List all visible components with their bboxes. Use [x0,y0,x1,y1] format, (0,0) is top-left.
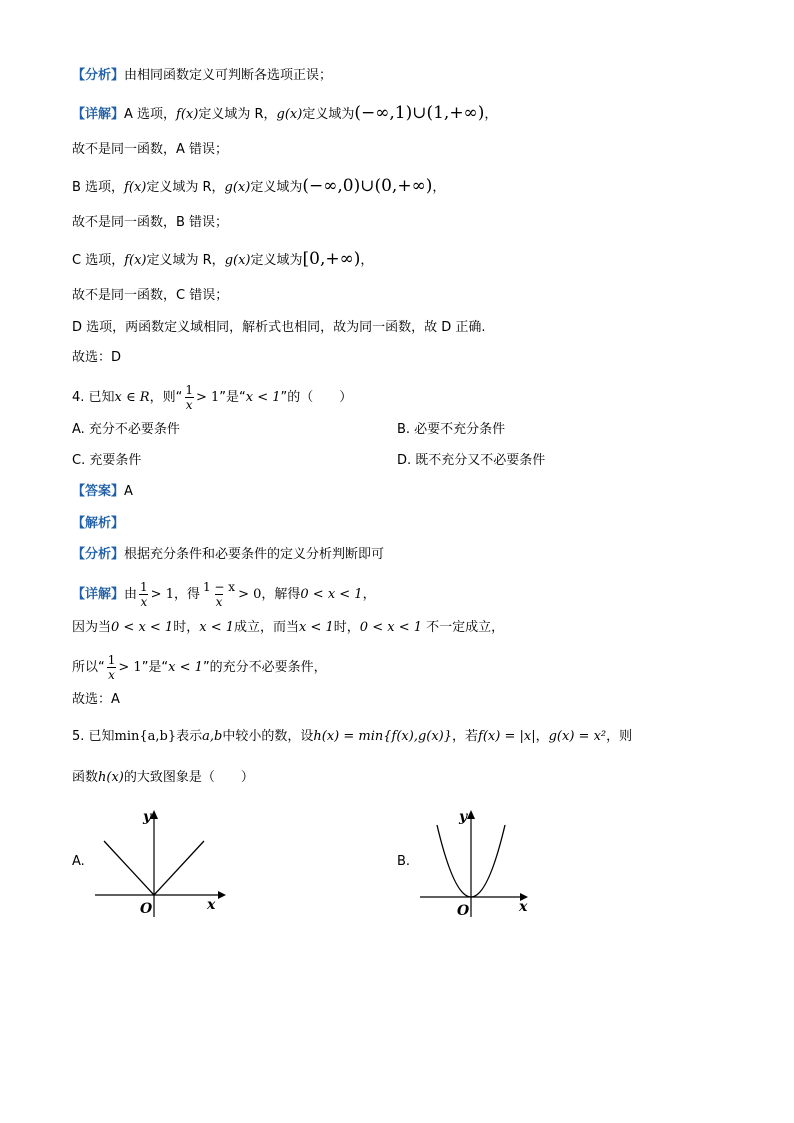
q5-stem-mid3: ，若 [452,729,479,744]
q3-detail-a-line [72,103,497,125]
reason-when2: 时， [333,620,360,635]
a-end-punct: ， [484,107,498,122]
greater-than-one: > 1 [195,390,220,405]
fraction-one-over-x [184,383,194,412]
q5-option-b-label: B. [397,854,411,869]
answer-tag: 【答案】 [72,484,125,499]
q5-option-a-graph [90,805,230,920]
q3-analysis-line [72,66,332,86]
fraction-denominator: x [215,595,223,609]
greater-than-zero: > 0 [238,587,262,602]
fraction-denominator: x [108,668,115,682]
fraction-numerator: 1 − x [202,580,236,594]
analysis-tag: 【分析】 [72,68,125,83]
analysis-tag: 【分析】 [72,547,125,562]
f-of-x: f(x) [124,253,147,268]
a-b-vars: a,b [202,729,223,744]
q4-jiexi-line [72,514,124,534]
greater-than-one: > 1 [150,587,174,602]
origin-label: O [140,901,153,917]
f-of-x: f(x) [124,180,147,195]
jiexi-tag: 【解析】 [72,516,125,531]
q5-stem-mid1: 表示 [176,729,203,744]
conclusion-x-lt-1: x < 1 [168,660,203,675]
domain-r-text: 定义域为 R， [198,107,277,122]
q4-detail-mid2: ，解得 [261,587,301,602]
a-domain-interval: (−∞,1)∪(1,+∞) [354,103,485,123]
conclusion-prefix: 所以“ [72,660,105,675]
q4-stem-mid1: ，则“ [149,390,183,405]
q4-choice: 故选：A [72,692,120,707]
q3-choice: 故选：D [72,350,122,365]
greater-than-one: > 1 [118,660,142,675]
q4-option-c: C. 充要条件 [72,453,142,468]
q5-comma: ， [535,729,549,744]
q5-stem-line2 [72,768,254,788]
q4-option-d: D. 既不充分又不必要条件 [397,453,546,468]
fraction-numerator: 1 [107,653,116,667]
q4-conclusion-line [72,653,327,682]
graph-right-branch [154,841,204,895]
graph-left-branch [104,841,154,895]
q4-detail-end: ， [362,587,376,602]
reason-holds: 成立，而当 [234,620,300,635]
q5-stem-end: ，则 [606,729,633,744]
y-axis-label: y [459,809,468,825]
q3-option-a-prefix: A 选项， [124,107,177,122]
h-of-x: h(x) [98,770,124,785]
q3-option-c-prefix: C 选项， [72,253,125,268]
b-end-punct: ， [432,180,446,195]
fraction-denominator: x [140,595,148,609]
x-in-r: x ∈ R [114,390,150,405]
q4-stem-prefix: 4. 已知 [72,390,115,405]
q4-detail-line [72,580,376,609]
reason-end: 不一定成立， [422,620,505,635]
q4-answer-line [72,482,133,502]
q4-option-b: B. 必要不充分条件 [397,422,506,437]
reason-interval-b: 0 < x < 1 [359,620,422,635]
q5-stem-mid2: 中较小的数，设 [222,729,314,744]
q4-analysis-text: 根据充分条件和必要条件的定义分析判断即可 [124,547,385,562]
detail-tag: 【详解】 [72,587,125,602]
q5-line2-prefix: 函数 [72,770,99,785]
reason-prefix: 因为当 [72,620,112,635]
b-domain-interval: (−∞,0)∪(0,+∞) [302,176,433,196]
g-of-x: g(x) [224,180,251,195]
q3-b-conclusion: 故不是同一函数，B 错误； [72,215,229,230]
q4-reason-line [72,618,504,638]
q5-option-b-graph [415,805,540,920]
q4-option-a: A. 充分不必要条件 [72,422,180,437]
detail-tag: 【详解】 [72,107,125,122]
conclusion-end: ”的充分不必要条件， [202,660,327,675]
solution-interval: 0 < x < 1 [300,587,363,602]
q5-line2-end: 的大致图象是（ ） [123,770,254,785]
q4-detail-prefix: 由 [124,587,138,602]
x-axis-label: x [519,899,528,915]
y-axis-label: y [143,809,152,825]
q3-a-conclusion: 故不是同一函数，A 错误； [72,142,229,157]
fraction-one-over-x [139,580,149,609]
q3-analysis-text: 由相同函数定义可判断各选项正误； [124,68,333,83]
q5-stem [72,727,632,747]
x-less-than-one: x < 1 [245,390,281,405]
min-ab: min{a,b} [114,729,177,744]
q4-stem [72,383,352,412]
fraction-one-over-x [107,653,117,682]
c-domain-interval: [0,+∞) [302,249,361,269]
q4-detail-mid: ，得 [173,587,200,602]
q5-option-a-label: A. [72,854,85,869]
conclusion-mid: ”是“ [141,660,169,675]
y-axis-arrow [150,810,158,819]
reason-when: 时， [173,620,200,635]
y-axis-arrow [467,810,475,819]
reason-x-lt-1b: x < 1 [299,620,334,635]
domain-word: 定义域为 [250,180,303,195]
q3-option-b-prefix: B 选项， [72,180,125,195]
f-definition: f(x) = |x| [478,729,536,744]
reason-x-lt-1: x < 1 [199,620,234,635]
fraction-numerator: 1 [140,580,148,594]
g-of-x: g(x) [224,253,251,268]
q5-stem-prefix: 5. 已知 [72,729,115,744]
fraction-numerator: 1 [185,383,193,397]
q4-stem-mid2: ”是“ [219,390,246,405]
x-axis-label: x [207,897,216,913]
x-axis-arrow [218,891,226,899]
domain-r-text: 定义域为 R， [146,180,225,195]
q3-d-text: D 选项，两函数定义域相同，解析式也相同，故为同一函数，故 D 正确. [72,320,486,335]
q4-analysis-line [72,545,384,565]
q3-c-conclusion: 故不是同一函数，C 错误； [72,288,229,303]
domain-word: 定义域为 [250,253,303,268]
fraction-denominator: x [185,398,193,412]
c-end-punct: ， [360,253,374,268]
domain-r-text: 定义域为 R， [146,253,225,268]
f-of-x: f(x) [176,107,199,122]
g-definition: g(x) = x² [548,729,607,744]
reason-interval-a: 0 < x < 1 [111,620,174,635]
q3-detail-c-line [72,249,373,271]
domain-word: 定义域为 [302,107,355,122]
q4-answer-value: A [124,484,133,499]
origin-label: O [457,903,470,919]
g-of-x: g(x) [276,107,303,122]
q3-detail-b-line [72,176,445,198]
fraction-one-minus-x-over-x [202,580,236,609]
h-definition: h(x) = min{f(x),g(x)} [313,729,453,744]
q4-stem-end: ”的（ ） [280,390,353,405]
